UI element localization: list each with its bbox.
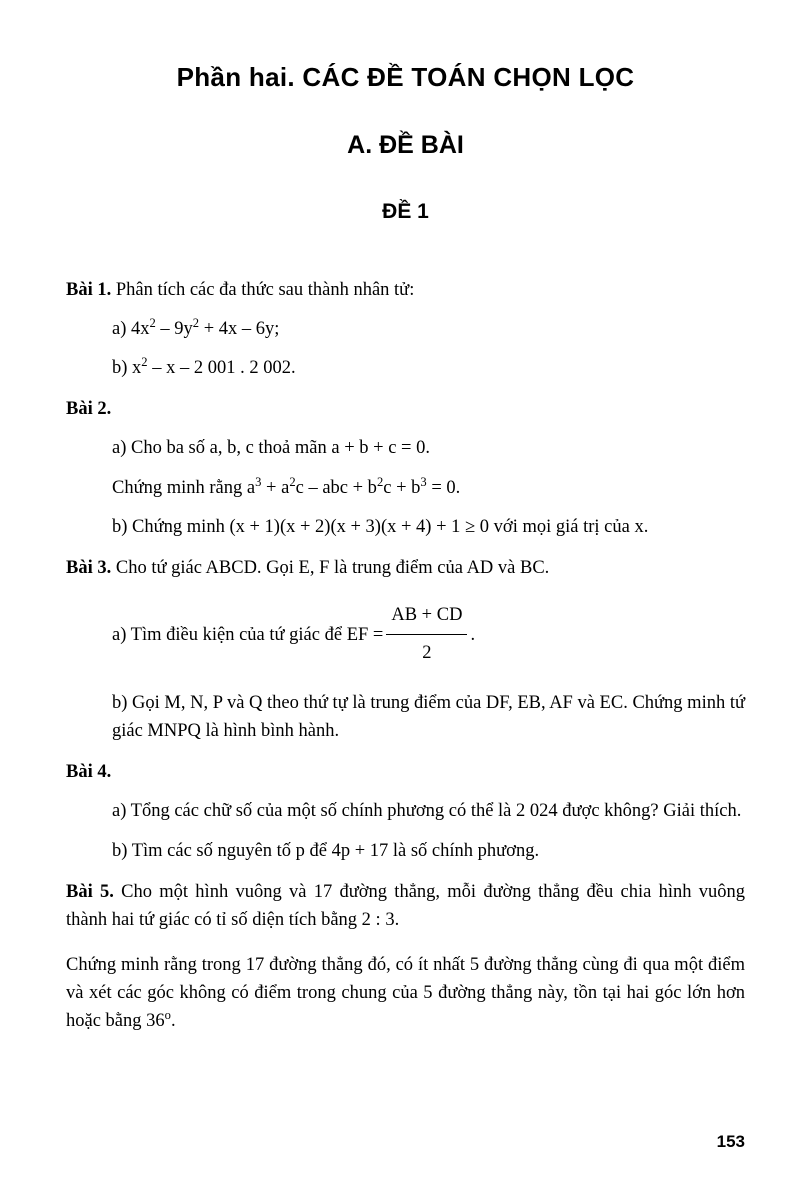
problem-1-item-a xyxy=(66,315,745,343)
fraction-denominator: 2 xyxy=(422,643,432,664)
problem-2 xyxy=(66,395,745,540)
problem-4-label: Bài 4. xyxy=(66,762,112,783)
problem-1 xyxy=(66,276,745,382)
page-number: 153 xyxy=(716,1132,745,1151)
problem-3-item-b-marker: b) xyxy=(112,693,128,714)
problem-1-item-b-marker: b) xyxy=(112,358,128,379)
problem-3-label: Bài 3. xyxy=(66,557,112,578)
problem-3-heading xyxy=(66,554,745,582)
problem-2-item-a-cont-text: Chứng minh rằng $a^3 + a^2c$ – abc + $b^2c + b^3 = 0$. xyxy=(112,474,461,498)
problem-4-item-a xyxy=(66,797,745,825)
fraction-ab-cd-over-2 xyxy=(386,598,467,671)
problem-1-label: Bài 1. xyxy=(66,280,112,300)
problem-5-body xyxy=(66,951,745,1035)
problem-1-item-b-text: $x^2$ – x – 2 001 . 2 002. xyxy=(132,355,296,379)
problem-5 xyxy=(66,878,745,1036)
problem-3-item-b xyxy=(66,689,745,745)
problem-4-item-b xyxy=(66,837,745,865)
problem-3 xyxy=(66,554,745,746)
page-title-exam: ĐỀ 1 xyxy=(382,200,429,223)
fraction-numerator: AB + CD xyxy=(386,598,467,635)
problem-1-item-b xyxy=(66,354,745,382)
page-title-section: A. ĐỀ BÀI xyxy=(347,131,464,159)
problem-4-item-a-text: Tổng các chữ số của một số chính phương có thể là 2 024 được không? Giải thích. xyxy=(130,801,742,822)
problem-2-heading xyxy=(66,395,745,423)
problem-5-heading xyxy=(66,878,745,934)
problem-3-item-b-text: Gọi M, N, P và Q theo thứ tự là trung điểm của DF, EB, AF và EC. Chứng minh tứ giác MNPQ là hình bình hành. xyxy=(112,693,746,742)
problem-1-item-a-marker: a) xyxy=(112,319,127,340)
problem-3-item-a-text: Tìm điều kiện của tứ giác để EF = xyxy=(130,624,384,645)
problem-1-item-a-text: $4x^2 - 9y^2 + 4x - 6y$; xyxy=(131,315,280,340)
problem-1-heading xyxy=(66,276,745,304)
problem-2-label: Bài 2. xyxy=(66,399,112,420)
page-title-part: Phần hai. CÁC ĐỀ TOÁN CHỌN LỌC xyxy=(176,62,635,92)
problem-2-item-b-marker: b) xyxy=(112,516,128,537)
problem-2-item-a-marker: a) xyxy=(112,438,127,459)
problem-3-stem: Cho tứ giác ABCD. Gọi E, F là trung điểm của AD và BC. xyxy=(115,557,550,578)
problem-1-stem: Phân tích các đa thức sau thành nhân tử: xyxy=(115,280,415,300)
problem-4 xyxy=(66,758,745,864)
problem-2-item-a-text: Cho ba số a, b, c thoả mãn a + b + c = 0. xyxy=(131,438,430,459)
problem-4-item-b-text: Tìm các số nguyên tố p để 4p + 17 là số chính phương. xyxy=(131,840,540,861)
problem-5-stem: Cho một hình vuông và 17 đường thẳng, mỗi đường thẳng đều chia hình vuông thành hai tứ giác có tỉ số diện tích bằng 2 : 3. xyxy=(66,881,745,930)
problem-4-heading xyxy=(66,758,745,786)
problem-3-item-a-marker: a) xyxy=(112,624,127,645)
problem-2-item-a xyxy=(66,434,745,462)
problem-4-item-b-marker: b) xyxy=(112,840,128,861)
problem-2-item-a-cont xyxy=(66,474,745,502)
problem-3-item-a-tail: . xyxy=(470,624,476,645)
exam-body xyxy=(66,276,745,1035)
problem-2-item-b-text: Chứng minh (x + 1)(x + 2)(x + 3)(x + 4) + 1 ≥ 0 với mọi giá trị của x. xyxy=(132,516,649,537)
problem-4-item-a-marker: a) xyxy=(112,801,127,822)
problem-3-item-a xyxy=(66,599,745,672)
problem-2-item-b xyxy=(66,513,745,541)
problem-5-label: Bài 5. xyxy=(66,881,114,902)
problem-5-body-text: Chứng minh rằng trong 17 đường thẳng đó, có ít nhất 5 đường thẳng cùng đi qua một điểm và xét các góc không có điểm trong chung của 5 đường thẳng này, tồn tại hai góc lớn hơn hoặc bằng 36$^o$. xyxy=(66,954,745,1032)
